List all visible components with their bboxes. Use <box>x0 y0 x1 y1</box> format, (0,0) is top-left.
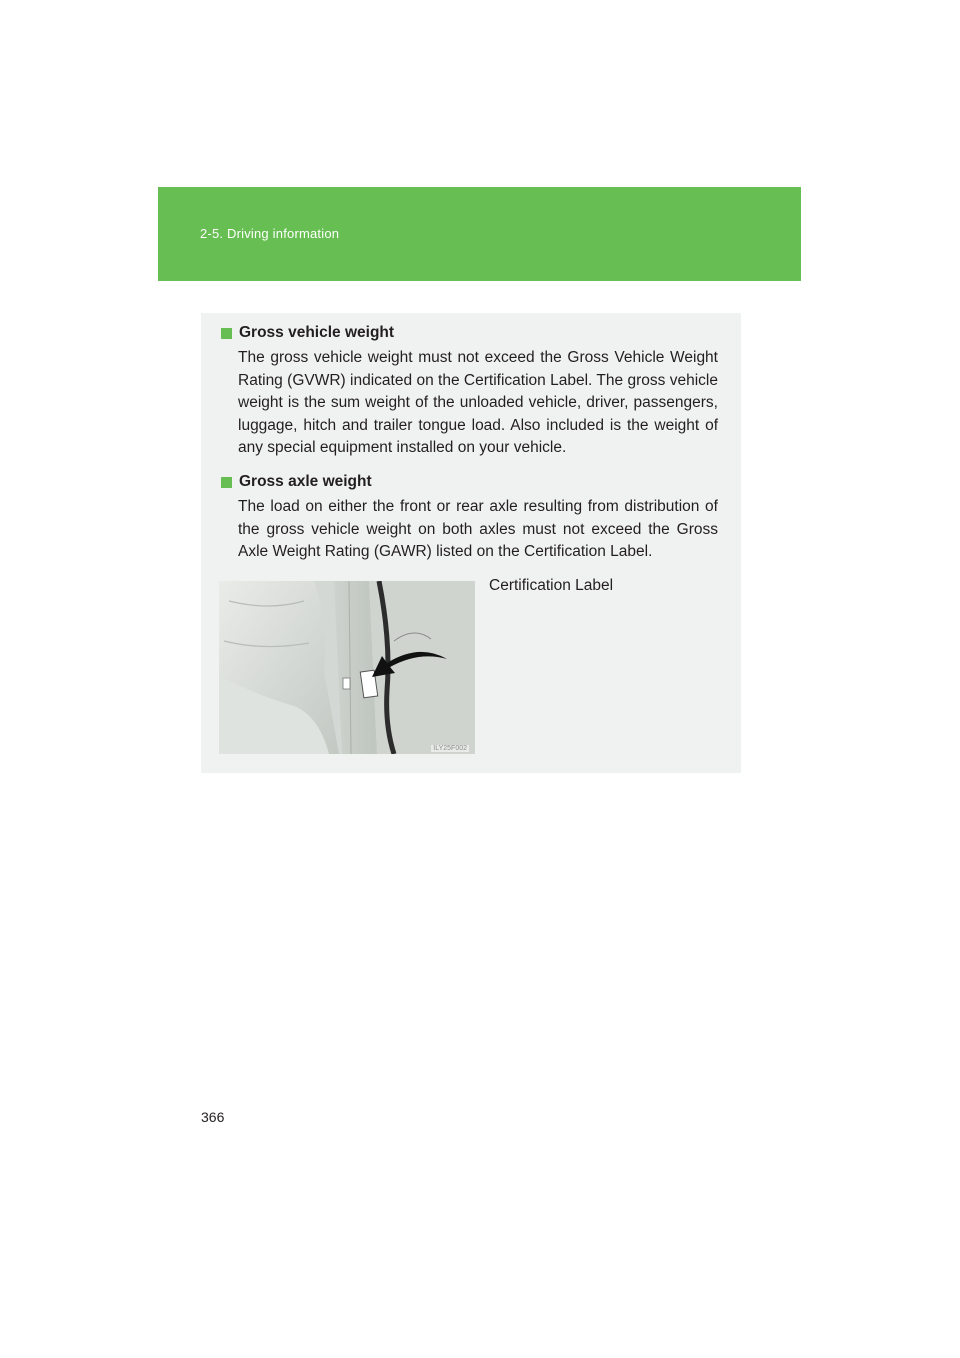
door-pillar-illustration <box>219 581 475 754</box>
paragraph-gross-axle-weight: The load on either the front or rear axle resulting from distribution of the gross vehicle weight on both axles must not exceed the Gross Axle Weight Rating (GAWR) listed on the Certification Label. <box>238 498 718 561</box>
heading-text: Gross vehicle weight <box>239 324 395 341</box>
square-bullet-icon <box>221 328 232 339</box>
paragraph-gross-vehicle-weight: The gross vehicle weight must not exceed the Gross Vehicle Weight Rating (GVWR) indicated on the Certification Label. The gross vehicle weight is the sum weight of the unloaded vehicle, driver, passengers, luggage, hitch and trailer tongue load. Also included is the weight of any special equipment installed on your vehicle. <box>238 349 718 457</box>
heading-gross-vehicle-weight <box>221 324 394 342</box>
door-pillar-drawing <box>219 581 475 754</box>
heading-gross-axle-weight <box>221 473 372 491</box>
section-title: 2-5. Driving information <box>200 226 340 241</box>
page-number: 366 <box>201 1109 225 1125</box>
square-bullet-icon <box>221 477 232 488</box>
info-box <box>201 313 741 773</box>
header-band <box>158 187 801 281</box>
certification-label-callout: Certification Label <box>489 577 614 594</box>
image-code: ILY25F002 <box>433 745 467 752</box>
heading-text: Gross axle weight <box>239 473 372 490</box>
